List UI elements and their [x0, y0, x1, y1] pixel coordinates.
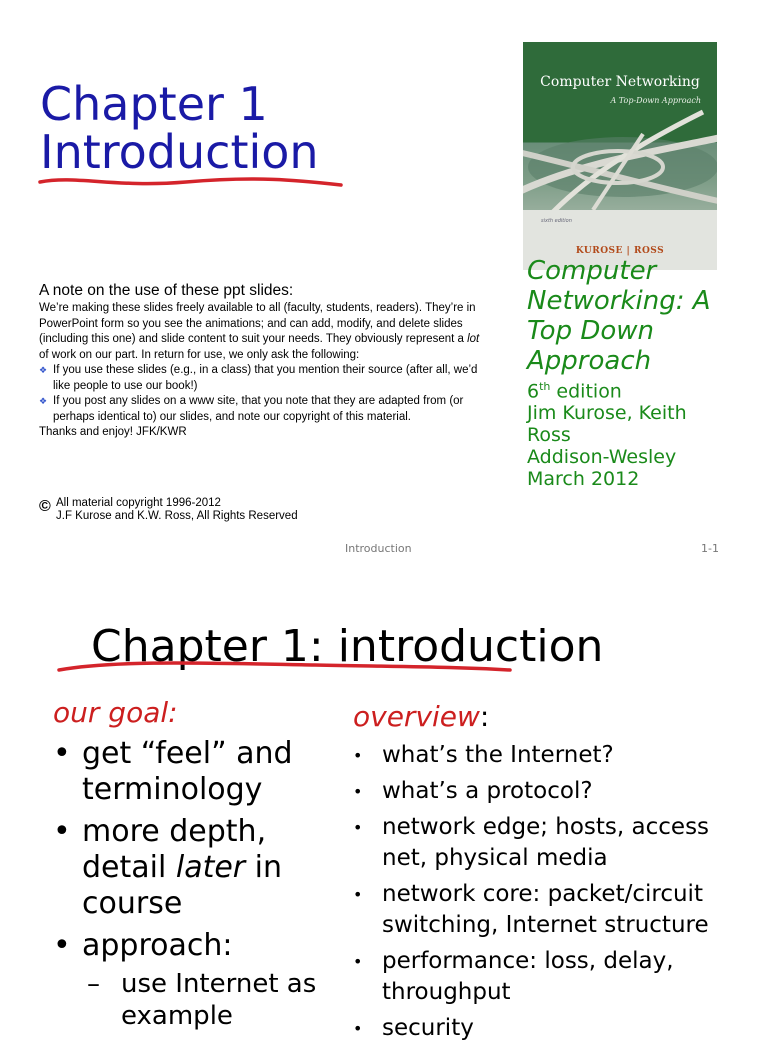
- book-info-authors-line1: Jim Kurose, Keith: [527, 402, 687, 425]
- list-item: [87, 968, 343, 1032]
- usage-note-text-b: of work on our part. In return for use, we only ask the following:: [39, 348, 360, 361]
- goal-section: [53, 696, 343, 1032]
- book-cover-title: Computer Networking: [540, 74, 700, 90]
- book-info-date: March 2012: [527, 468, 640, 491]
- slide2-title: Chapter 1: introduction: [91, 621, 604, 672]
- goal-sub-list: [53, 968, 343, 1032]
- overview-list: [353, 740, 753, 1044]
- book-info-title-line2: Networking: A: [527, 286, 711, 316]
- list-item: [53, 736, 343, 808]
- goal-heading: our goal:: [53, 696, 178, 729]
- usage-note-emphasis: lot: [467, 333, 480, 345]
- slide1-footer-title: Introduction: [345, 542, 412, 555]
- goal-text: approach:: [82, 928, 233, 963]
- book-info: [527, 256, 757, 491]
- list-item: [353, 1013, 753, 1044]
- copyright-line1: All material copyright 1996-2012: [56, 497, 221, 509]
- book-info-publisher: Addison-Wesley: [527, 446, 677, 469]
- copyright-notice: [39, 497, 298, 523]
- list-item: [39, 394, 484, 425]
- book-cover-edition: sixth edition: [541, 218, 572, 224]
- list-item: [53, 928, 343, 964]
- diamond-bullet-icon: ❖: [39, 365, 48, 375]
- bullet-icon: •: [53, 814, 71, 849]
- list-item: [353, 776, 753, 807]
- usage-note-bullet-text: If you post any slides on a www site, that you note that they are adapted from (or perhaps identical to) our slides, and note our copyright of this material.: [53, 395, 464, 423]
- usage-note-text-a: We’re making these slides freely available to all (faculty, students, readers). They’re in PowerPoint form so you see the animations; and can add, modify, and delete slides (including this one) and slide content to suit your needs. They obviously represent a: [39, 302, 476, 345]
- book-cover-subtitle: A Top-Down Approach: [610, 96, 701, 105]
- slide1-title-line1: Chapter 1: [40, 77, 268, 131]
- usage-note-paragraph: [39, 301, 484, 363]
- overview-text: performance: loss, delay, throughput: [382, 948, 674, 1005]
- edition-suffix: th: [539, 380, 551, 393]
- usage-note-heading: A note on the use of these ppt slides:: [39, 282, 294, 299]
- book-cover-authors: KUROSE | ROSS: [575, 246, 665, 256]
- book-info-title-line3: Top Down: [527, 316, 655, 346]
- usage-note: [39, 282, 484, 441]
- usage-note-list: [39, 363, 484, 425]
- book-info-title-line1: Computer: [527, 256, 657, 286]
- book-info-authors-line2: Ross: [527, 424, 571, 447]
- overview-section: [353, 700, 753, 1049]
- usage-note-thanks: Thanks and enjoy! JFK/KWR: [39, 426, 187, 438]
- book-cover-image: [523, 42, 717, 270]
- book-info-title-line4: Approach: [527, 346, 652, 376]
- bullet-icon: •: [353, 818, 363, 837]
- list-item: [353, 946, 753, 1008]
- list-item: [353, 740, 753, 771]
- overview-text: network edge; hosts, access net, physical media: [382, 814, 710, 871]
- overview-text: what’s a protocol?: [382, 778, 593, 804]
- bullet-icon: •: [53, 928, 71, 963]
- usage-note-bullet-text: If you use these slides (e.g., in a class) that you mention their source (after all, we’d like people to use our book!): [53, 364, 478, 392]
- edition-word: edition: [550, 380, 622, 403]
- slide1-title: [40, 77, 370, 179]
- bullet-icon: •: [353, 885, 363, 904]
- overview-heading-colon: :: [479, 700, 490, 733]
- copyright-icon: ©: [39, 498, 51, 515]
- bullet-icon: •: [353, 952, 363, 971]
- overview-text: network core: packet/circuit switching, Internet structure: [382, 881, 709, 938]
- slide2-title-underline: [55, 654, 515, 676]
- goal-text: more depth, detail: [82, 814, 267, 885]
- bullet-icon: •: [353, 746, 363, 765]
- slide1-title-underline: [36, 172, 346, 192]
- goal-list: [53, 736, 343, 964]
- sub-goal-text: use Internet as example: [121, 969, 317, 1031]
- goal-emphasis: later: [175, 850, 246, 885]
- slide1-footer-page: 1-1: [701, 542, 719, 555]
- list-item: [353, 879, 753, 941]
- edition-number: 6: [527, 380, 540, 403]
- bullet-icon: •: [53, 736, 71, 771]
- list-item: [53, 814, 343, 922]
- book-info-edition: [527, 376, 757, 402]
- list-item: [39, 363, 484, 394]
- goal-text-rest: in course: [82, 850, 283, 921]
- overview-heading: [353, 700, 753, 734]
- goal-text: get “feel” and terminology: [82, 736, 293, 807]
- dash-bullet-icon: –: [87, 969, 100, 999]
- copyright-line2: J.F Kurose and K.W. Ross, All Rights Reserved: [56, 510, 298, 522]
- bullet-icon: •: [353, 1019, 363, 1038]
- slide1-title-line2: Introduction: [40, 125, 319, 179]
- bullet-icon: •: [353, 782, 363, 801]
- overview-text: what’s the Internet?: [382, 742, 614, 768]
- list-item: [353, 812, 753, 874]
- overview-heading-word: overview: [353, 700, 480, 733]
- overview-text: security: [382, 1015, 474, 1041]
- diamond-bullet-icon: ❖: [39, 396, 48, 406]
